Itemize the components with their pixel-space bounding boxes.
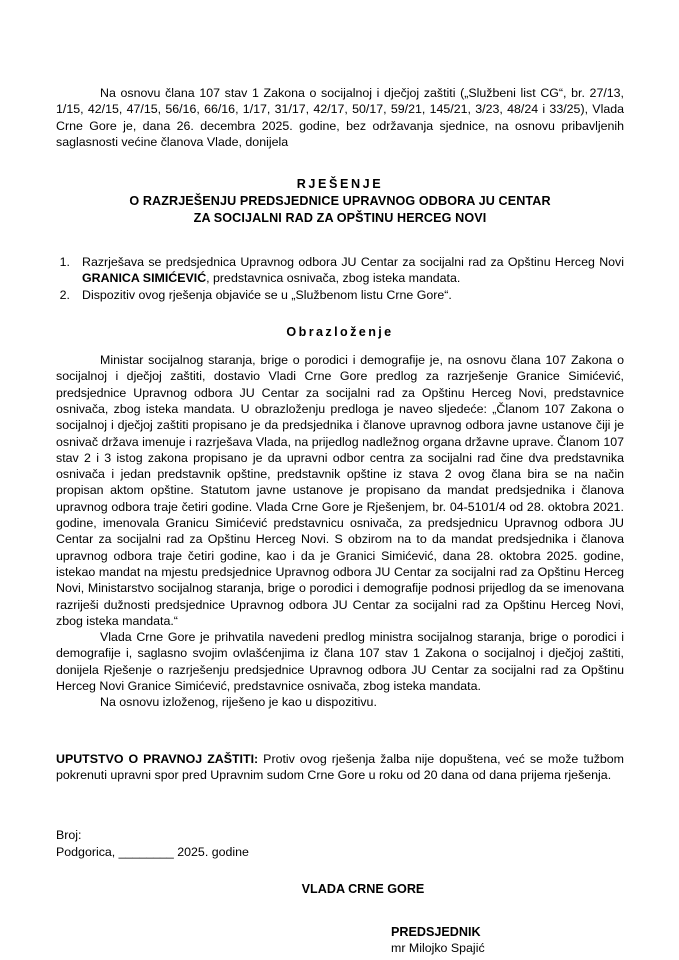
signature-block	[56, 924, 624, 957]
list-item-text	[82, 254, 624, 287]
title-third-line: ZA SOCIJALNI RAD ZA OPŠTINU HERCEG NOVI	[193, 211, 487, 226]
list-marker: 1.	[59, 255, 70, 270]
legal-notice-text: Protiv ovog rješenja žalba nije dopuštena, već se može tužbom pokrenuti upravni spor pred Upravnim sudom Crne Gore u roku od 20 dana od dana prijema rješenja.	[56, 751, 624, 782]
document-footer	[56, 827, 624, 860]
list-marker: 2.	[59, 287, 70, 302]
issuing-authority: VLADA CRNE GORE	[301, 881, 425, 896]
list-item-text	[82, 287, 624, 303]
list-item-text-post: , predstavnica osnivača, zbog isteka mandata.	[206, 271, 461, 286]
title-second-line: O RAZRJEŠENJU PREDSJEDNICE UPRAVNOG ODBORA JU CENTAR	[129, 194, 551, 209]
dispositive-list	[56, 254, 624, 303]
document-title	[56, 176, 624, 227]
list-item	[56, 254, 624, 287]
obrazlozenje-heading: Obrazloženje	[286, 325, 394, 340]
intro-paragraph: Na osnovu člana 107 stav 1 Zakona o socijalnoj i dječjoj zaštiti („Službeni list CG“, br. 27/13, 1/15, 42/15, 47/15, 56/16, 66/16, 1/17, 31/17, 42/17, 50/17, 59/21, 145/21, 3/23, 48/24 i 33/25), Vlada Crne Gore je, dana 26. decembra 2025. godine, bez održavanja sjednice, na osnovu pribavljenih saglasnosti većine članova Vlade, donijela	[56, 86, 624, 149]
list-item-text-pre: Razrješava se predsjednica Upravnog odbora JU Centar za socijalni rad za Opštinu Herceg Novi	[82, 255, 624, 270]
list-item-emphasis: GRANICA SIMIĆEVIĆ	[82, 271, 207, 286]
signatory-name: mr Milojko Spajić	[391, 941, 485, 956]
obrazlozenje-paragraph-2: Vlada Crne Gore je prihvatila navedeni predlog ministra socijalnog staranja, brige o porodici i demografije i, saglasno svojim ovlašćenjima iz člana 107 stav 1 Zakona o socijalnoj i dječjoj zaštiti, donijela Rješenje o razrješenju predsjednice Upravnog odbora JU Centar za socijalni rad za Opštinu Herceg Novi Granice Simićević, predstavnice osnivača, zbog isteka mandata.	[56, 630, 624, 694]
broj-label: Broj:	[56, 828, 82, 843]
obrazlozenje-paragraph-3: Na osnovu izloženog, riješeno je kao u dispozitivu.	[100, 695, 377, 710]
obrazlozenje-paragraph-1: Ministar socijalnog staranja, brige o porodici i demografije je, na osnovu člana 107 Zakona o socijalnoj i dječjoj zaštiti, dostavio Vladi Crne Gore predlog za razrješenje Granice Simićević, predsjednice Upravnog odbora JU Centar za socijalni rad za Opštinu Herceg Novi, predstavnice osnivača, zbog isteka mandata. U obrazloženju predloga je naveo sljedeće: „Članom 107 Zakona o socijalnoj i dječjoj zaštiti propisano je da predsjednika i članove upravnog odbora javne ustanove čiji je osnivač država imenuje i razrješava Vlada, na prijedlog nadležnog organa državne uprave. Članom 107 stav 2 i 3 istog zakona propisano je da upravni odbor centra za socijalni rad čine dva predstavnika osnivača i jedan predstavnik opštine, predstavnik opštine iz stava 2 ovog člana bira se na način propisan aktom opštine. Statutom javne ustanove je propisano da mandat predsjednika i članova upravnog odbora traje četiri godine. Vlada Crne Gore je Rješenjem, br. 04-5101/4 od 28. oktobra 2021. godine, imenovala Granicu Simićević predstavnicu osnivača, za predsjednicu Upravnog odbora JU Centar za socijalni rad za Opštinu Herceg Novi. S obzirom na to da mandat predsjednika i članova upravnog odbora traje četiri godine, kao i da je Granici Simićević, dana 28. oktobra 2025. godine, istekao mandat na mjestu predsjednice Upravnog odbora JU Centar za socijalni rad za Opštinu Herceg Novi, Ministarstvo socijalnog staranja, brige o porodici i demografije podnosi prijedlog da se imenovana razriješi dužnosti predsjednice Upravnog odbora JU Centar za socijalni rad za Opštinu Herceg Novi, zbog isteka mandata.“	[56, 353, 624, 628]
list-item-text-pre: Dispozitiv ovog rješenja objaviće se u „Službenom listu Crne Gore“.	[82, 287, 452, 302]
list-item	[56, 287, 624, 303]
obrazlozenje-body	[56, 352, 624, 711]
legal-notice-label: UPUTSTVO O PRAVNOJ ZAŠTITI:	[56, 751, 259, 766]
legal-notice	[56, 751, 624, 784]
signatory-role: PREDSJEDNIK	[391, 924, 481, 939]
title-main-line: RJEŠENJE	[296, 177, 384, 192]
place-date-line: Podgorica, ________ 2025. godine	[56, 844, 249, 859]
